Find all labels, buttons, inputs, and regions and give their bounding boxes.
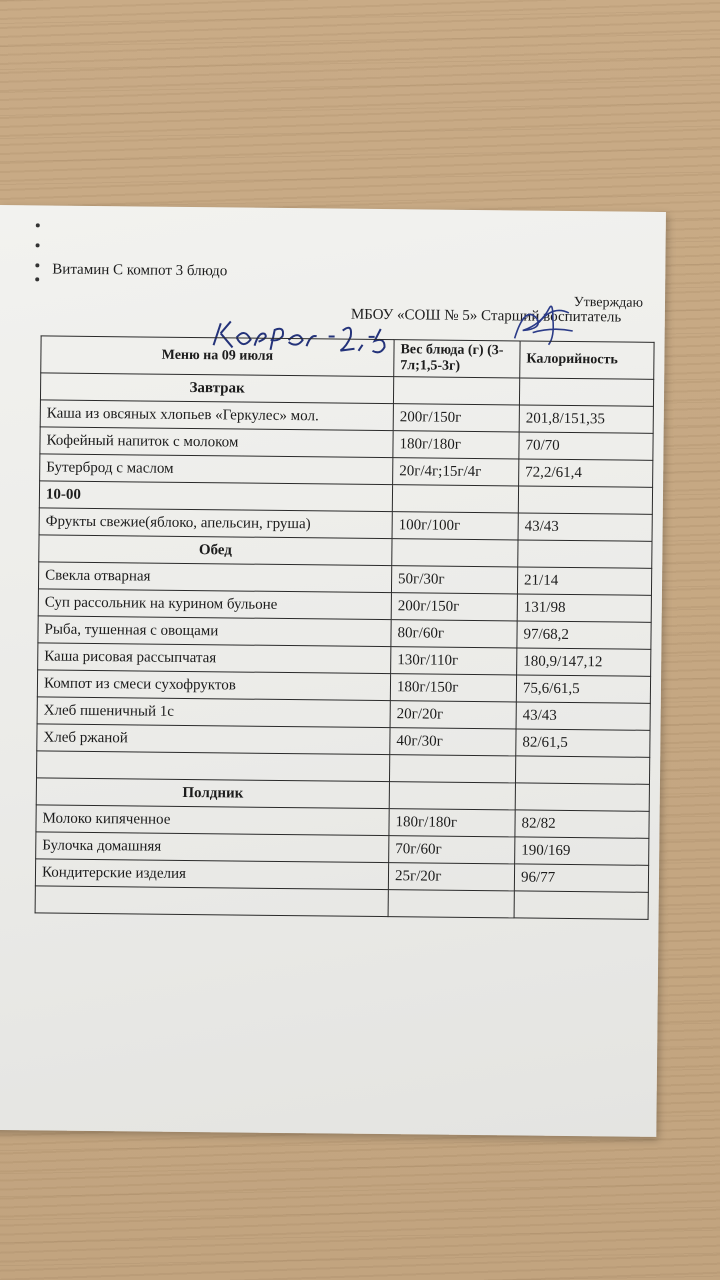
dish-calories: 131/98 bbox=[517, 594, 651, 622]
section-title: Полдник bbox=[36, 778, 389, 809]
dish-weight: 180г/180г bbox=[389, 809, 515, 837]
header-weight: Вес блюда (г) (3-7л;1,5-3г) bbox=[394, 340, 520, 378]
dish-weight: 50г/30г bbox=[391, 566, 517, 594]
menu-table bbox=[35, 335, 655, 919]
dish-calories: 72,2/61,4 bbox=[519, 459, 653, 487]
dish-calories: 190/169 bbox=[515, 837, 649, 865]
empty-cell bbox=[518, 486, 652, 514]
table-body bbox=[35, 373, 654, 919]
dish-weight: 130г/110г bbox=[391, 647, 517, 675]
empty-cell bbox=[35, 886, 388, 917]
dish-weight: 80г/60г bbox=[391, 620, 517, 648]
empty-cell bbox=[392, 485, 518, 513]
dish-weight: 200г/150г bbox=[393, 404, 519, 432]
dish-name: Молоко кипяченное bbox=[36, 805, 389, 836]
empty-cell bbox=[392, 539, 518, 567]
punch-hole bbox=[35, 277, 39, 281]
empty-cell bbox=[514, 891, 648, 919]
dish-calories: 75,6/61,5 bbox=[516, 675, 650, 703]
dish-name: Кофейный напиток с молоком bbox=[40, 427, 393, 458]
dish-calories: 82/82 bbox=[515, 810, 649, 838]
dish-calories: 21/14 bbox=[517, 567, 651, 595]
dish-name: Компот из смеси сухофруктов bbox=[37, 670, 390, 701]
dish-name: Кондитерские изделия bbox=[35, 859, 388, 890]
dish-name: Каша из овсяных хлопьев «Геркулес» мол. bbox=[40, 400, 393, 431]
vitamin-note: Витамин С компот 3 блюдо bbox=[52, 261, 228, 280]
dish-name: Суп рассольник на курином бульоне bbox=[38, 589, 391, 620]
dish-name: Каша рисовая рассыпчатая bbox=[38, 643, 391, 674]
section-title: Обед bbox=[39, 535, 392, 566]
empty-cell bbox=[519, 378, 653, 406]
table-header-row bbox=[41, 336, 654, 379]
dish-weight: 25г/20г bbox=[388, 863, 514, 891]
empty-cell bbox=[37, 751, 390, 782]
dish-name: Булочка домашняя bbox=[36, 832, 389, 863]
dish-name: Бутерброд с маслом bbox=[40, 454, 393, 485]
dish-weight: 20г/20г bbox=[390, 701, 516, 729]
punch-hole bbox=[35, 263, 39, 267]
header-calories: Калорийность bbox=[520, 341, 654, 379]
dish-weight: 100г/100г bbox=[392, 512, 518, 540]
dish-weight: 20г/4г;15г/4г bbox=[393, 458, 519, 486]
approval-label: Утверждаю bbox=[573, 295, 644, 311]
menu-sheet bbox=[0, 205, 666, 1137]
dish-weight: 200г/150г bbox=[391, 593, 517, 621]
empty-cell bbox=[518, 540, 652, 568]
dish-calories: 180,9/147,12 bbox=[517, 648, 651, 676]
empty-cell bbox=[389, 782, 515, 810]
dish-calories: 70/70 bbox=[519, 432, 653, 460]
dish-name: Свекла отварная bbox=[38, 562, 391, 593]
header-menu: Меню на 09 июля bbox=[41, 336, 394, 377]
empty-cell bbox=[393, 377, 519, 405]
dish-calories: 43/43 bbox=[518, 513, 652, 541]
dish-calories: 82/61,5 bbox=[516, 729, 650, 757]
dish-weight: 180г/150г bbox=[390, 674, 516, 702]
empty-cell bbox=[388, 890, 514, 918]
dish-weight: 40г/30г bbox=[390, 728, 516, 756]
meal-time: 10-00 bbox=[39, 481, 392, 512]
empty-row bbox=[35, 886, 648, 919]
section-title: Завтрак bbox=[40, 373, 393, 404]
empty-cell bbox=[389, 755, 515, 783]
dish-calories: 201,8/151,35 bbox=[519, 405, 653, 433]
dish-weight: 180г/180г bbox=[393, 431, 519, 459]
empty-cell bbox=[515, 783, 649, 811]
punch-hole bbox=[36, 243, 40, 247]
dish-name: Хлеб ржаной bbox=[37, 724, 390, 755]
punch-hole bbox=[36, 223, 40, 227]
dish-name: Рыба, тушенная с овощами bbox=[38, 616, 391, 647]
dish-name: Хлеб пшеничный 1с bbox=[37, 697, 390, 728]
dish-name: Фрукты свежие(яблоко, апельсин, груша) bbox=[39, 508, 392, 539]
school-title: МБОУ «СОШ № 5» Старший воспитатель bbox=[350, 306, 622, 326]
dish-calories: 96/77 bbox=[514, 864, 648, 892]
dish-calories: 43/43 bbox=[516, 702, 650, 730]
empty-cell bbox=[515, 756, 649, 784]
dish-weight: 70г/60г bbox=[389, 836, 515, 864]
dish-calories: 97/68,2 bbox=[517, 621, 651, 649]
